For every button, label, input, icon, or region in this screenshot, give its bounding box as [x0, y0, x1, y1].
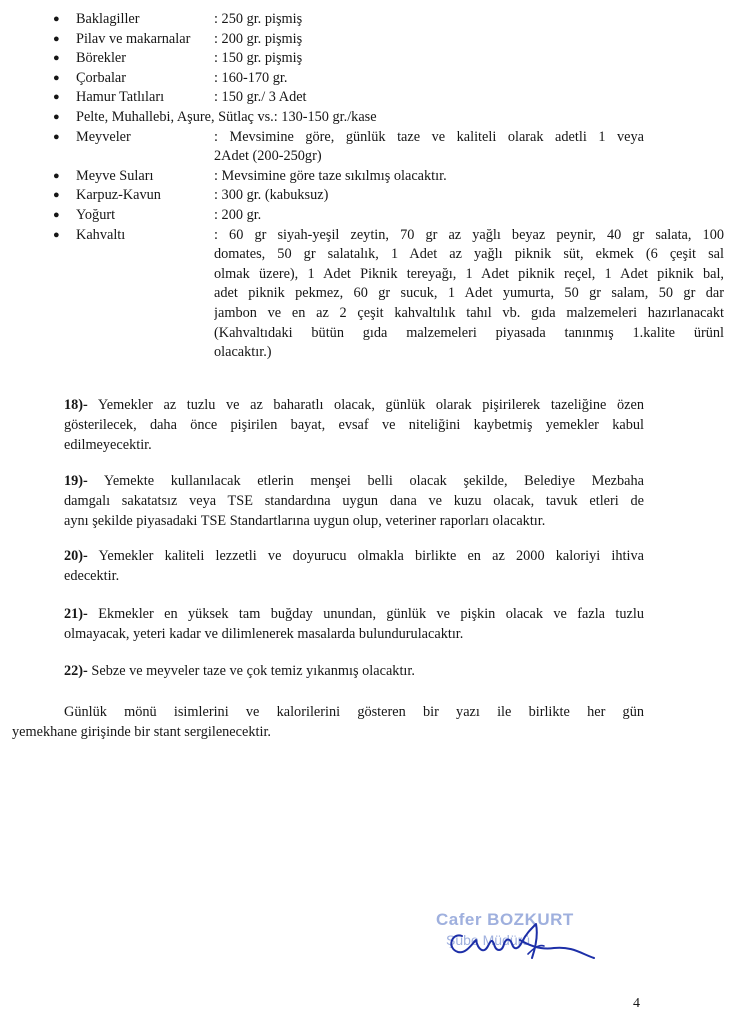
- item-value: : 150 gr. pişmiş: [214, 50, 303, 67]
- paragraph-line: olmayacak, yeteri kadar ve dilimlenerek masalarda bulundurulacaktır.: [64, 626, 464, 642]
- item-label: Börekler: [76, 50, 127, 67]
- stamp-name: Cafer BOZKURT: [436, 910, 574, 929]
- item-value: : 200 gr. pişmiş: [214, 30, 303, 47]
- bullet-icon: ●: [53, 13, 60, 25]
- bullet-icon: ●: [53, 110, 60, 123]
- value-line: adet piknik pekmez, 60 gr sucuk, 1 Adet yumurta, 50 gr salam, 50 gr dar: [214, 285, 724, 302]
- paragraph-number: 18)-: [64, 397, 88, 413]
- stamp-title: Şube Müdürü: [446, 932, 531, 948]
- item-value: : 250 gr. pişmiş: [214, 11, 303, 27]
- signature-stamp: [432, 910, 602, 970]
- paragraph-line: Yemekler az tuzlu ve az baharatlı olacak, günlük olarak pişirilerek tazeliğine özen: [87, 397, 644, 413]
- bullet-icon: ●: [53, 71, 60, 84]
- item-value: : 150 gr./ 3 Adet: [214, 89, 307, 106]
- paragraph-line: damgalı sakatatsız veya TSE standardına uygun dana ve kuzu olacak, tavuk etleri de: [64, 493, 644, 509]
- list-item: [46, 128, 743, 167]
- value-line: : Mevsimine göre, günlük taze ve kaliteli olarak adetli 1 veya: [214, 128, 644, 145]
- item-label: Pilav ve makarnalar: [76, 30, 191, 47]
- paragraph-20: [64, 546, 644, 586]
- item-label: Çorbalar: [76, 69, 127, 86]
- paragraph-line: Ekmekler en yüksek tam buğday unundan, günlük ve pişkin olacak ve fazla tuzlu: [87, 606, 644, 622]
- bullet-icon: ●: [53, 169, 60, 182]
- list-item: [46, 186, 743, 206]
- value-line: : 60 gr siyah-yeşil zeytin, 70 gr az yağlı beyaz peynir, 40 gr salata, 100: [214, 226, 724, 243]
- signature-icon: [432, 910, 602, 970]
- value-line: olmak üzere), 1 Adet Piknik tereyağı, 1 Adet piknik reçel, 1 Adet piknik bal,: [214, 265, 724, 282]
- list-item: [46, 108, 743, 128]
- item-value: [214, 128, 644, 167]
- paragraph-line: aynı şekilde piyasadaki TSE Standartlarına uygun olup, veteriner raporları olacaktır.: [64, 513, 546, 529]
- paragraph-line: Yemekler kaliteli lezzetli ve doyurucu olmakla birlikte en az 2000 kaloriyi ihtiva: [87, 548, 644, 564]
- paragraph-line: edilmeyecektir.: [64, 437, 152, 453]
- list-item: [46, 88, 743, 108]
- list-item: [46, 226, 743, 363]
- item-label: Karpuz-Kavun: [76, 187, 161, 204]
- item-label: Meyve Suları: [76, 167, 154, 184]
- closing-paragraph: [12, 702, 644, 742]
- item-value: : Mevsimine göre taze sıkılmış olacaktır.: [214, 167, 447, 184]
- paragraph-18: [64, 395, 644, 455]
- item-value: : 160-170 gr.: [214, 69, 288, 86]
- value-line: (Kahvaltıdaki bütün gıda malzemeleri piyasada tanınmış 1.kalite ürünl: [214, 324, 724, 341]
- paragraph-line: Günlük mönü isimlerini ve kalorilerini gösteren bir yazı ile birlikte her gün: [64, 704, 644, 720]
- item-value: : 300 gr. (kabuksuz): [214, 187, 329, 204]
- paragraph-line: yemekhane girişinde bir stant sergilenecektir.: [12, 724, 271, 740]
- value-line: olacaktır.): [214, 344, 272, 361]
- item-label: Kahvaltı: [76, 226, 126, 243]
- list-item: [46, 206, 743, 226]
- paragraph-21: [64, 604, 644, 644]
- bullet-icon: ●: [53, 228, 60, 241]
- paragraph-number: 21)-: [64, 606, 88, 622]
- paragraph-22: [64, 661, 644, 681]
- value-line: domates, 50 gr salatalık, 1 Adet az yağlı piknik süt, ekmek (6 çeşit sal: [214, 246, 724, 263]
- paragraph-number: 20)-: [64, 548, 88, 564]
- portion-list: [46, 10, 743, 363]
- bullet-icon: ●: [53, 130, 60, 143]
- paragraph-19: [64, 471, 644, 531]
- list-item: [46, 30, 743, 50]
- bullet-icon: ●: [53, 52, 60, 65]
- item-label: Hamur Tatlıları: [76, 89, 165, 106]
- page-number: 4: [633, 996, 640, 1011]
- paragraph-line: Sebze ve meyveler taze ve çok temiz yıkanmış olacaktır.: [87, 663, 415, 679]
- value-line: jambon ve en az 2 çeşit kahvaltılık tahıl vb. gıda malzemeleri hazırlanacakt: [214, 304, 724, 321]
- item-text: Pelte, Muhallebi, Aşure, Sütlaç vs.: 130-150 gr./kase: [76, 108, 377, 125]
- paragraph-line: edecektir.: [64, 568, 120, 584]
- item-label: Baklagiller: [76, 11, 140, 27]
- paragraph-number: 22)-: [64, 663, 88, 679]
- paragraph-line: Yemekte kullanılacak etlerin menşei belli olacak şekilde, Belediye Mezbaha: [87, 473, 644, 489]
- item-value: [214, 226, 724, 363]
- bullet-icon: ●: [53, 32, 60, 45]
- item-value: : 200 gr.: [214, 206, 262, 223]
- item-label: Meyveler: [76, 128, 131, 145]
- list-item: [46, 10, 743, 30]
- bullet-icon: ●: [53, 189, 60, 202]
- item-label: Yoğurt: [76, 206, 116, 223]
- bullet-icon: ●: [53, 91, 60, 104]
- paragraph-line: gösterilecek, daha önce pişirilen bayat, evsaf ve niteliğini kaybetmiş yemekler kabul: [64, 417, 644, 433]
- paragraph-number: 19)-: [64, 473, 88, 489]
- bullet-icon: ●: [53, 208, 60, 221]
- value-line: 2Adet (200-250gr): [214, 148, 322, 165]
- list-item: [46, 49, 743, 69]
- list-item: [46, 167, 743, 187]
- list-item: [46, 69, 743, 89]
